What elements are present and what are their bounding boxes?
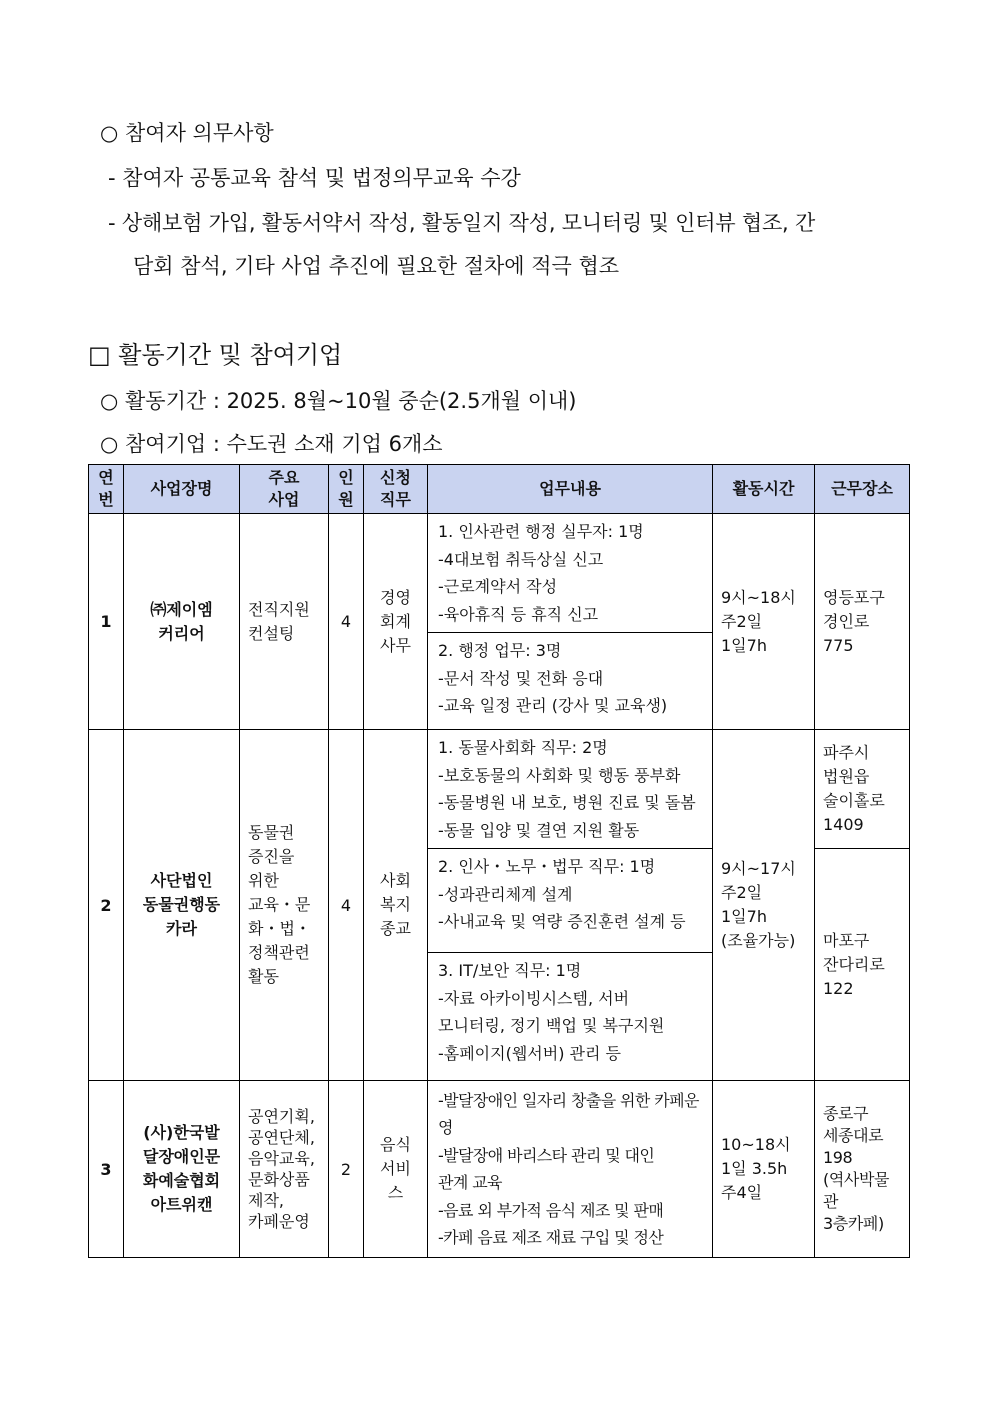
header-count: 인 원 (329, 465, 364, 514)
head-count: 4 (329, 730, 364, 1081)
duty-block: 3. IT/보안 직무: 1명 -자료 아카이빙시스템, 서버 모니터링, 정기 백업 및 복구지원 -홈페이지(웹서버) 관리 등 (428, 953, 713, 1081)
job-role: 음식 서비 스 (364, 1081, 428, 1258)
duty-block: 2. 행정 업무: 3명 -문서 작성 및 전화 응대 -교육 일정 관리 (강사 및 교육생) (428, 633, 713, 730)
obligation-item-2-line-2: 담회 참석, 기타 사업 추진에 필요한 절차에 적극 협조 (133, 254, 620, 278)
company-table (88, 464, 910, 1258)
duty-block: 1. 동물사회화 직무: 2명 -보호동물의 사회화 및 행동 풍부화 -동물병원 내 보호, 병원 진료 및 돌봄 -동물 입양 및 결연 지원 활동 (428, 730, 713, 849)
company-name: ㈜제이엠 커리어 (124, 514, 240, 730)
table-row (89, 730, 910, 849)
header-business: 주요 사업 (240, 465, 329, 514)
company-name: 사단법인 동물권행동 카라 (124, 730, 240, 1081)
work-place: 종로구 세종대로 198 (역사박물관 3층카페) (815, 1081, 910, 1258)
activity-hours: 10~18시 1일 3.5h 주4일 (713, 1081, 815, 1258)
job-role: 경영 회계 사무 (364, 514, 428, 730)
work-place: 영등포구 경인로 775 (815, 514, 910, 730)
main-business: 동물권 증진을 위한 교육・문 화・법・ 정책관련 활동 (240, 730, 329, 1081)
header-no: 연 번 (89, 465, 124, 514)
table-row (89, 1081, 910, 1258)
company-name: (사)한국발 달장애인문 화예술협회 아트위캔 (124, 1081, 240, 1258)
participating-companies: ○ 참여기업 : 수도권 소재 기업 6개소 (100, 432, 443, 456)
work-place: 마포구 잔다리로 122 (815, 849, 910, 1081)
obligation-item-1: - 참여자 공통교육 참석 및 법정의무교육 수강 (108, 166, 521, 190)
section-title: □ 활동기간 및 참여기업 (88, 341, 343, 369)
row-no: 1 (89, 514, 124, 730)
table-row (89, 514, 910, 633)
activity-hours: 9시~18시 주2일 1일7h (713, 514, 815, 730)
duty-block: 2. 인사・노무・법무 직무: 1명 -성과관리체계 설계 -사내교육 및 역량 증진훈련 설계 등 (428, 849, 713, 953)
header-hours: 활동시간 (713, 465, 815, 514)
main-business: 전직지원 컨설팅 (240, 514, 329, 730)
header-role: 신청 직무 (364, 465, 428, 514)
job-role: 사회 복지 종교 (364, 730, 428, 1081)
activity-hours: 9시~17시 주2일 1일7h (조율가능) (713, 730, 815, 1081)
row-no: 3 (89, 1081, 124, 1258)
activity-period: ○ 활동기간 : 2025. 8월~10월 중순(2.5개월 이내) (100, 389, 577, 413)
header-name: 사업장명 (124, 465, 240, 514)
row-no: 2 (89, 730, 124, 1081)
obligation-item-2-line-1: - 상해보험 가입, 활동서약서 작성, 활동일지 작성, 모니터링 및 인터뷰 협조, 간 (108, 211, 816, 235)
header-duties: 업무내용 (428, 465, 713, 514)
work-place: 파주시 법원읍 술이홀로 1409 (815, 730, 910, 849)
table-header-row (89, 465, 910, 514)
main-business: 공연기획, 공연단체, 음악교육, 문화상품 제작, 카페운영 (240, 1081, 329, 1258)
head-count: 4 (329, 514, 364, 730)
header-place: 근무장소 (815, 465, 910, 514)
duty-block: 1. 인사관련 행정 실무자: 1명 -4대보험 취득상실 신고 -근로계약서 작성 -육아휴직 등 휴직 신고 (428, 514, 713, 633)
obligations-title: ○ 참여자 의무사항 (100, 121, 274, 145)
head-count: 2 (329, 1081, 364, 1258)
duty-block: -발달장애인 일자리 창출을 위한 카페운영 -발달장애 바리스타 관리 및 대인 관계 교육 -음료 외 부가적 음식 제조 및 판매 -카페 음료 제조 재료 구입 및 정산 (428, 1081, 713, 1258)
